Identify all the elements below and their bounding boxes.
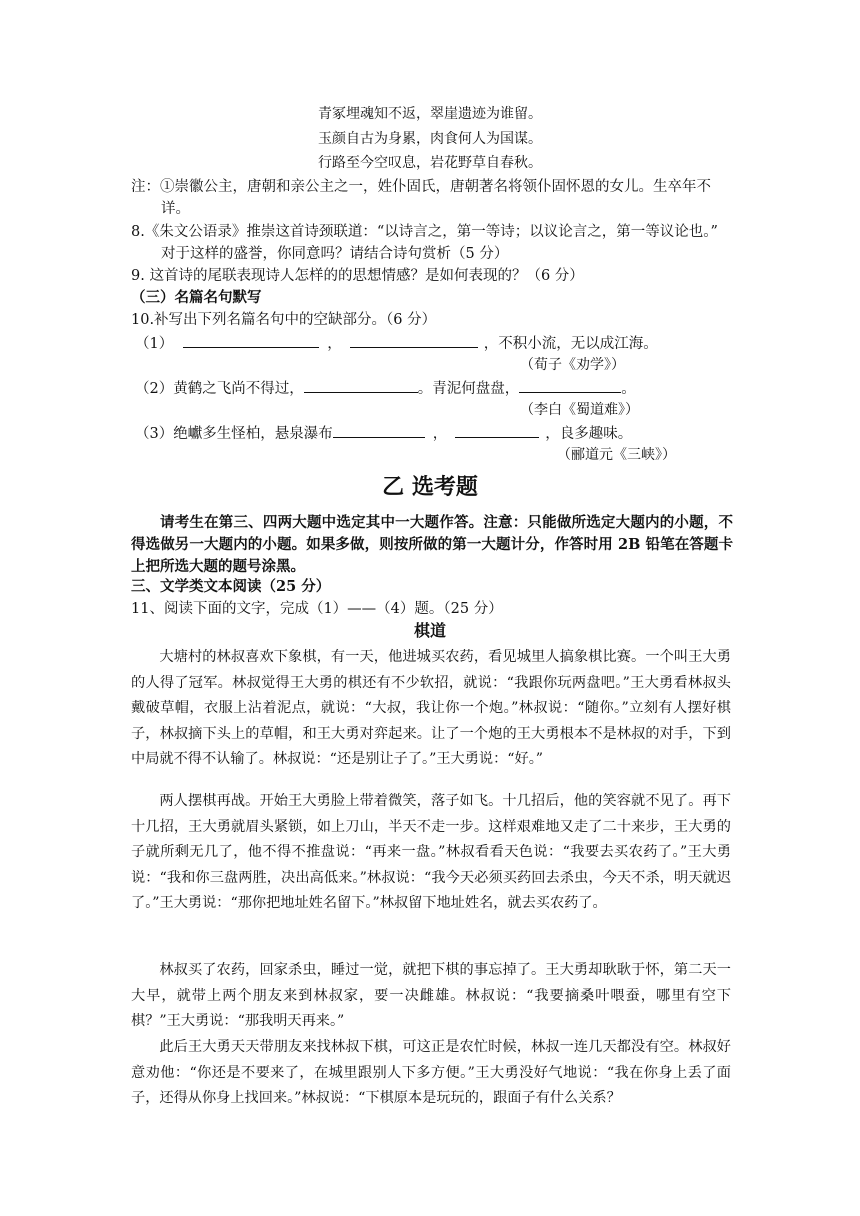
answer-blank-3b[interactable]	[455, 423, 539, 438]
item-3-tail: ，良多趣味。	[545, 426, 633, 442]
question-8-line-1: 8.《朱文公语录》推崇这首诗颈联道：“以诗言之，第一等诗；以议论言之，第一等议论也。”	[131, 224, 718, 240]
item-1-tail: ，不积小流，无以成江海。	[483, 336, 658, 352]
poem-line-1: 青冢埋魂知不返，翠崖遗迹为谁留。	[318, 106, 542, 122]
section-heading-famous-lines: （三）名篇名句默写	[131, 289, 262, 306]
item-1-number: （1）	[135, 336, 174, 352]
answer-blank-2a[interactable]	[304, 378, 418, 393]
question-10-item-2	[135, 378, 636, 399]
item-1-separator: ，	[327, 336, 342, 352]
item-2-mid: 。青泥何盘盘，	[417, 381, 520, 397]
selection-notice: 请考生在第三、四两大题中选定其中一大题作答。注意：只能做所选定大题内的小题，不得选做另一大题内的小题。如果多做，则按所做的第一大题计分，作答时用 2B 铅笔在答题卡上把所选大题的题号涂黑。	[131, 514, 733, 575]
question-11-prompt: 11、阅读下面的文字，完成（1）——（4）题。（25 分）	[131, 601, 503, 617]
story-paragraph-4: 此后王大勇天天带朋友来找林叔下棋，可这正是农忙时候，林叔一连几天都没有空。林叔好意劝他：“你还是不要来了，在城里跟别人下多方便。”王大勇没好气地说：“我在你身上丢了面子，还得从你身上找回来。”林叔说：“下棋原本是玩玩的，跟面子有什么关系？	[131, 1039, 731, 1106]
answer-blank-2b[interactable]	[519, 378, 621, 393]
poem-line-2: 玉颜自古为身累，肉食何人为国谋。	[318, 131, 542, 147]
question-8-line-2: 对于这样的盛誉，你同意吗？请结合诗句赏析（5 分）	[161, 246, 509, 262]
story-title: 棋道	[413, 621, 446, 640]
note-line-1: 注：①崇徽公主，唐朝和亲公主之一，姓仆固氏，唐朝著名将领仆固怀恩的女儿。生卒年不	[131, 179, 711, 195]
note-line-2: 详。	[161, 201, 190, 217]
story-paragraph-3: 林叔买了农药，回家杀虫，睡过一觉，就把下棋的事忘掉了。王大勇却耿耿于怀，第二天一大早，就带上两个朋友来到林叔家，要一决雌雄。林叔说：“我要摘桑叶喂蚕，哪里有空下棋？”王大勇说：“那我明天再来。”	[131, 962, 731, 1029]
poem-line-3: 行路至今空叹息，岩花野草自春秋。	[318, 155, 542, 171]
answer-blank-1b[interactable]	[350, 333, 478, 348]
item-2-source: （李白《蜀道难》）	[520, 402, 639, 418]
story-paragraph-2: 两人摆棋再战。开始王大勇脸上带着微笑，落子如飞。十几招后，他的笑容就不见了。再下十几招，王大勇就眉头紧锁，如上刀山，半天不走一步。这样艰难地又走了二十来步，王大勇的子就所剩无几了，他不得不推盘说：“再来一盘。”林叔看看天色说：“我要去买农药了。”王大勇说：“我和你三盘两胜，决出高低来。”林叔说：“我今天必须买药回去杀虫，今天不杀，明天就迟了。”王大勇说：“那你把地址姓名留下。”林叔留下地址姓名，就去买农药了。	[131, 793, 731, 911]
answer-blank-1a[interactable]	[183, 333, 319, 348]
part-b-title: 乙 选考题	[382, 475, 478, 500]
question-10-item-3	[135, 423, 632, 444]
question-10-prompt: 10.补写出下列名篇名句中的空缺部分。（6 分）	[131, 312, 437, 328]
item-1-source: （荀子《劝学》）	[520, 357, 625, 373]
item-2-tail: 。	[621, 381, 636, 397]
item-3-separator: ，	[432, 426, 448, 442]
section-heading-literary-reading: 三、文学类文本阅读（25 分）	[131, 578, 331, 595]
item-2-head: （2）黄鹤之飞尚不得过，	[135, 381, 304, 397]
question-10-item-1	[135, 333, 658, 354]
item-3-head: （3）绝巘多生怪柏，悬泉瀑布	[135, 426, 333, 442]
story-paragraph-1: 大塘村的林叔喜欢下象棋，有一天，他进城买农药，看见城里人搞象棋比赛。一个叫王大勇的人得了冠军。林叔觉得王大勇的棋还有不少软招，就说：“我跟你玩两盘吧。”王大勇看林叔头戴破草帽，衣服上沾着泥点，就说：“大叔，我让你一个炮。”林叔说：“随你。”立刻有人摆好棋子，林叔摘下头上的草帽，和王大勇对弈起来。让了一个炮的王大勇根本不是林叔的对手，下到中局就不得不认输了。林叔说：“还是别让子了。”王大勇说：“好。”	[131, 649, 731, 767]
item-3-source: （郦道元《三峡》）	[557, 447, 676, 463]
question-9: 9. 这首诗的尾联表现诗人怎样的的思想情感？是如何表现的？（6 分）	[131, 268, 584, 284]
answer-blank-3a[interactable]	[333, 423, 425, 438]
